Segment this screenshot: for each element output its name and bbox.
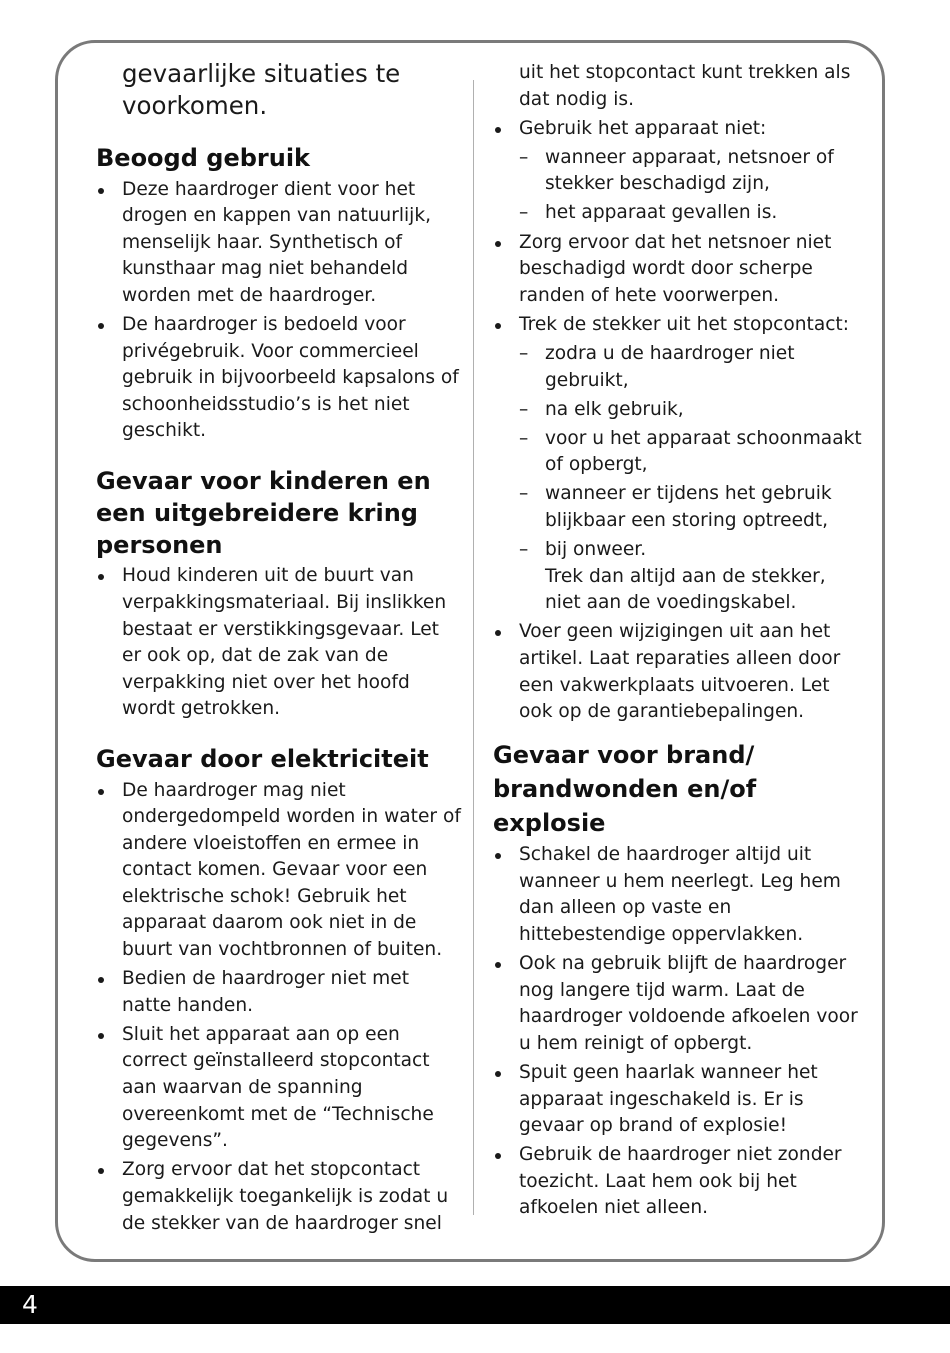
list-item: [493, 116, 865, 227]
children-danger-list: [96, 563, 461, 723]
list-item: Schakel de haardroger altijd uit wanneer u hem neerlegt. Leg hem dan alleen op vaste en hittebestendige oppervlakken.: [493, 842, 865, 948]
unplug-note: Trek dan altijd aan de stekker, niet aan de voedingskabel.: [545, 565, 826, 614]
electricity-danger-list: [96, 778, 461, 1238]
list-item: Houd kinderen uit de buurt van verpakkingsmateriaal. Bij inslikken bestaat er verstikkingsgevaar. Let er ook op, dat de zak van de verpakking niet over het hoofd wordt getrokken.: [96, 563, 461, 723]
electricity-danger-list-continued: [493, 60, 865, 726]
heading-gevaar-brand: Gevaar voor brand/ brandwonden en/of explosie: [493, 740, 757, 837]
sub-list-item: – na elk gebruik,: [519, 397, 865, 424]
intended-use-list: [96, 177, 461, 445]
sub-list: [519, 341, 865, 617]
lead-text: gevaarlijke situaties te voorkomen.: [122, 59, 401, 120]
sub-list-item: [519, 537, 865, 617]
heading-gevaar-kinderen: Gevaar voor kinderen en een uitgebreidere kring personen: [96, 466, 431, 559]
sub-list-item: – voor u het apparaat schoonmaakt of opbergt,: [519, 426, 865, 479]
list-item: Bedien de haardroger niet met natte handen.: [96, 966, 461, 1019]
list-item: Spuit geen haarlak wanneer het apparaat ingeschakeld is. Er is gevaar op brand of explosie!: [493, 1060, 865, 1140]
list-item: Sluit het apparaat aan op een correct geïnstalleerd stopcontact aan waarvan de spanning overeenkomt met de “Technische gegevens”.: [96, 1022, 461, 1155]
list-item: Zorg ervoor dat het stopcontact gemakkelijk toegankelijk is zodat u de stekker van de haardroger snel: [96, 1157, 461, 1237]
sub-list-item: – wanneer er tijdens het gebruik blijkbaar een storing optreedt,: [519, 481, 865, 534]
list-item: Ook na gebruik blijft de haardroger nog langere tijd warm. Laat de haardroger voldoende afkoelen voor u hem reinigt of opbergt.: [493, 951, 865, 1057]
list-item: De haardroger is bedoeld voor privégebruik. Voor commercieel gebruik in bijvoorbeeld kapsalons of schoonheidsstudio’s is het niet geschikt.: [96, 312, 461, 445]
sub-list-item: – zodra u de haardroger niet gebruikt,: [519, 341, 865, 394]
list-item: Gebruik de haardroger niet zonder toezicht. Laat hem ook bij het afkoelen niet alleen.: [493, 1142, 865, 1222]
left-column: [96, 58, 461, 1237]
sub-list-item: – wanneer apparaat, netsnoer of stekker beschadigd zijn,: [519, 145, 865, 198]
list-item: [493, 312, 865, 617]
heading-beoogd-gebruik: Beoogd gebruik: [96, 144, 311, 172]
sub-list: [519, 145, 865, 227]
sub-list-item: – het apparaat gevallen is.: [519, 200, 865, 227]
right-column: [493, 60, 865, 1222]
list-item: De haardroger mag niet ondergedompeld worden in water of andere vloeistoffen en ermee in contact komen. Gevaar voor een elektrische schok! Gebruik het apparaat daarom ook niet in de buurt van vochtbronnen of buiten.: [96, 778, 461, 964]
heading-gevaar-elektriciteit: Gevaar door elektriciteit: [96, 745, 429, 773]
fire-danger-list: [493, 842, 865, 1222]
continuation-text: uit het stopcontact kunt trekken als dat nodig is.: [519, 62, 851, 110]
list-item: Voer geen wijzigingen uit aan het artikel. Laat reparaties alleen door een vakwerkplaats uitvoeren. Let ook op de garantiebepalingen.: [493, 619, 865, 725]
column-divider: [473, 80, 474, 1215]
list-item: Zorg ervoor dat het netsnoer niet beschadigd wordt door scherpe randen of hete voorwerpen.: [493, 230, 865, 310]
sub-list-item-text: bij onweer.: [545, 539, 647, 561]
list-item-text: Gebruik het apparaat niet:: [519, 117, 767, 139]
page-number: 4: [22, 1290, 38, 1319]
list-item: Deze haardroger dient voor het drogen en kappen van natuurlijk, menselijk haar. Synthetisch of kunsthaar mag niet behandeld worden met de haardroger.: [96, 177, 461, 310]
footer-bar: [0, 1286, 950, 1324]
list-item-text: Trek de stekker uit het stopcontact:: [519, 313, 849, 335]
